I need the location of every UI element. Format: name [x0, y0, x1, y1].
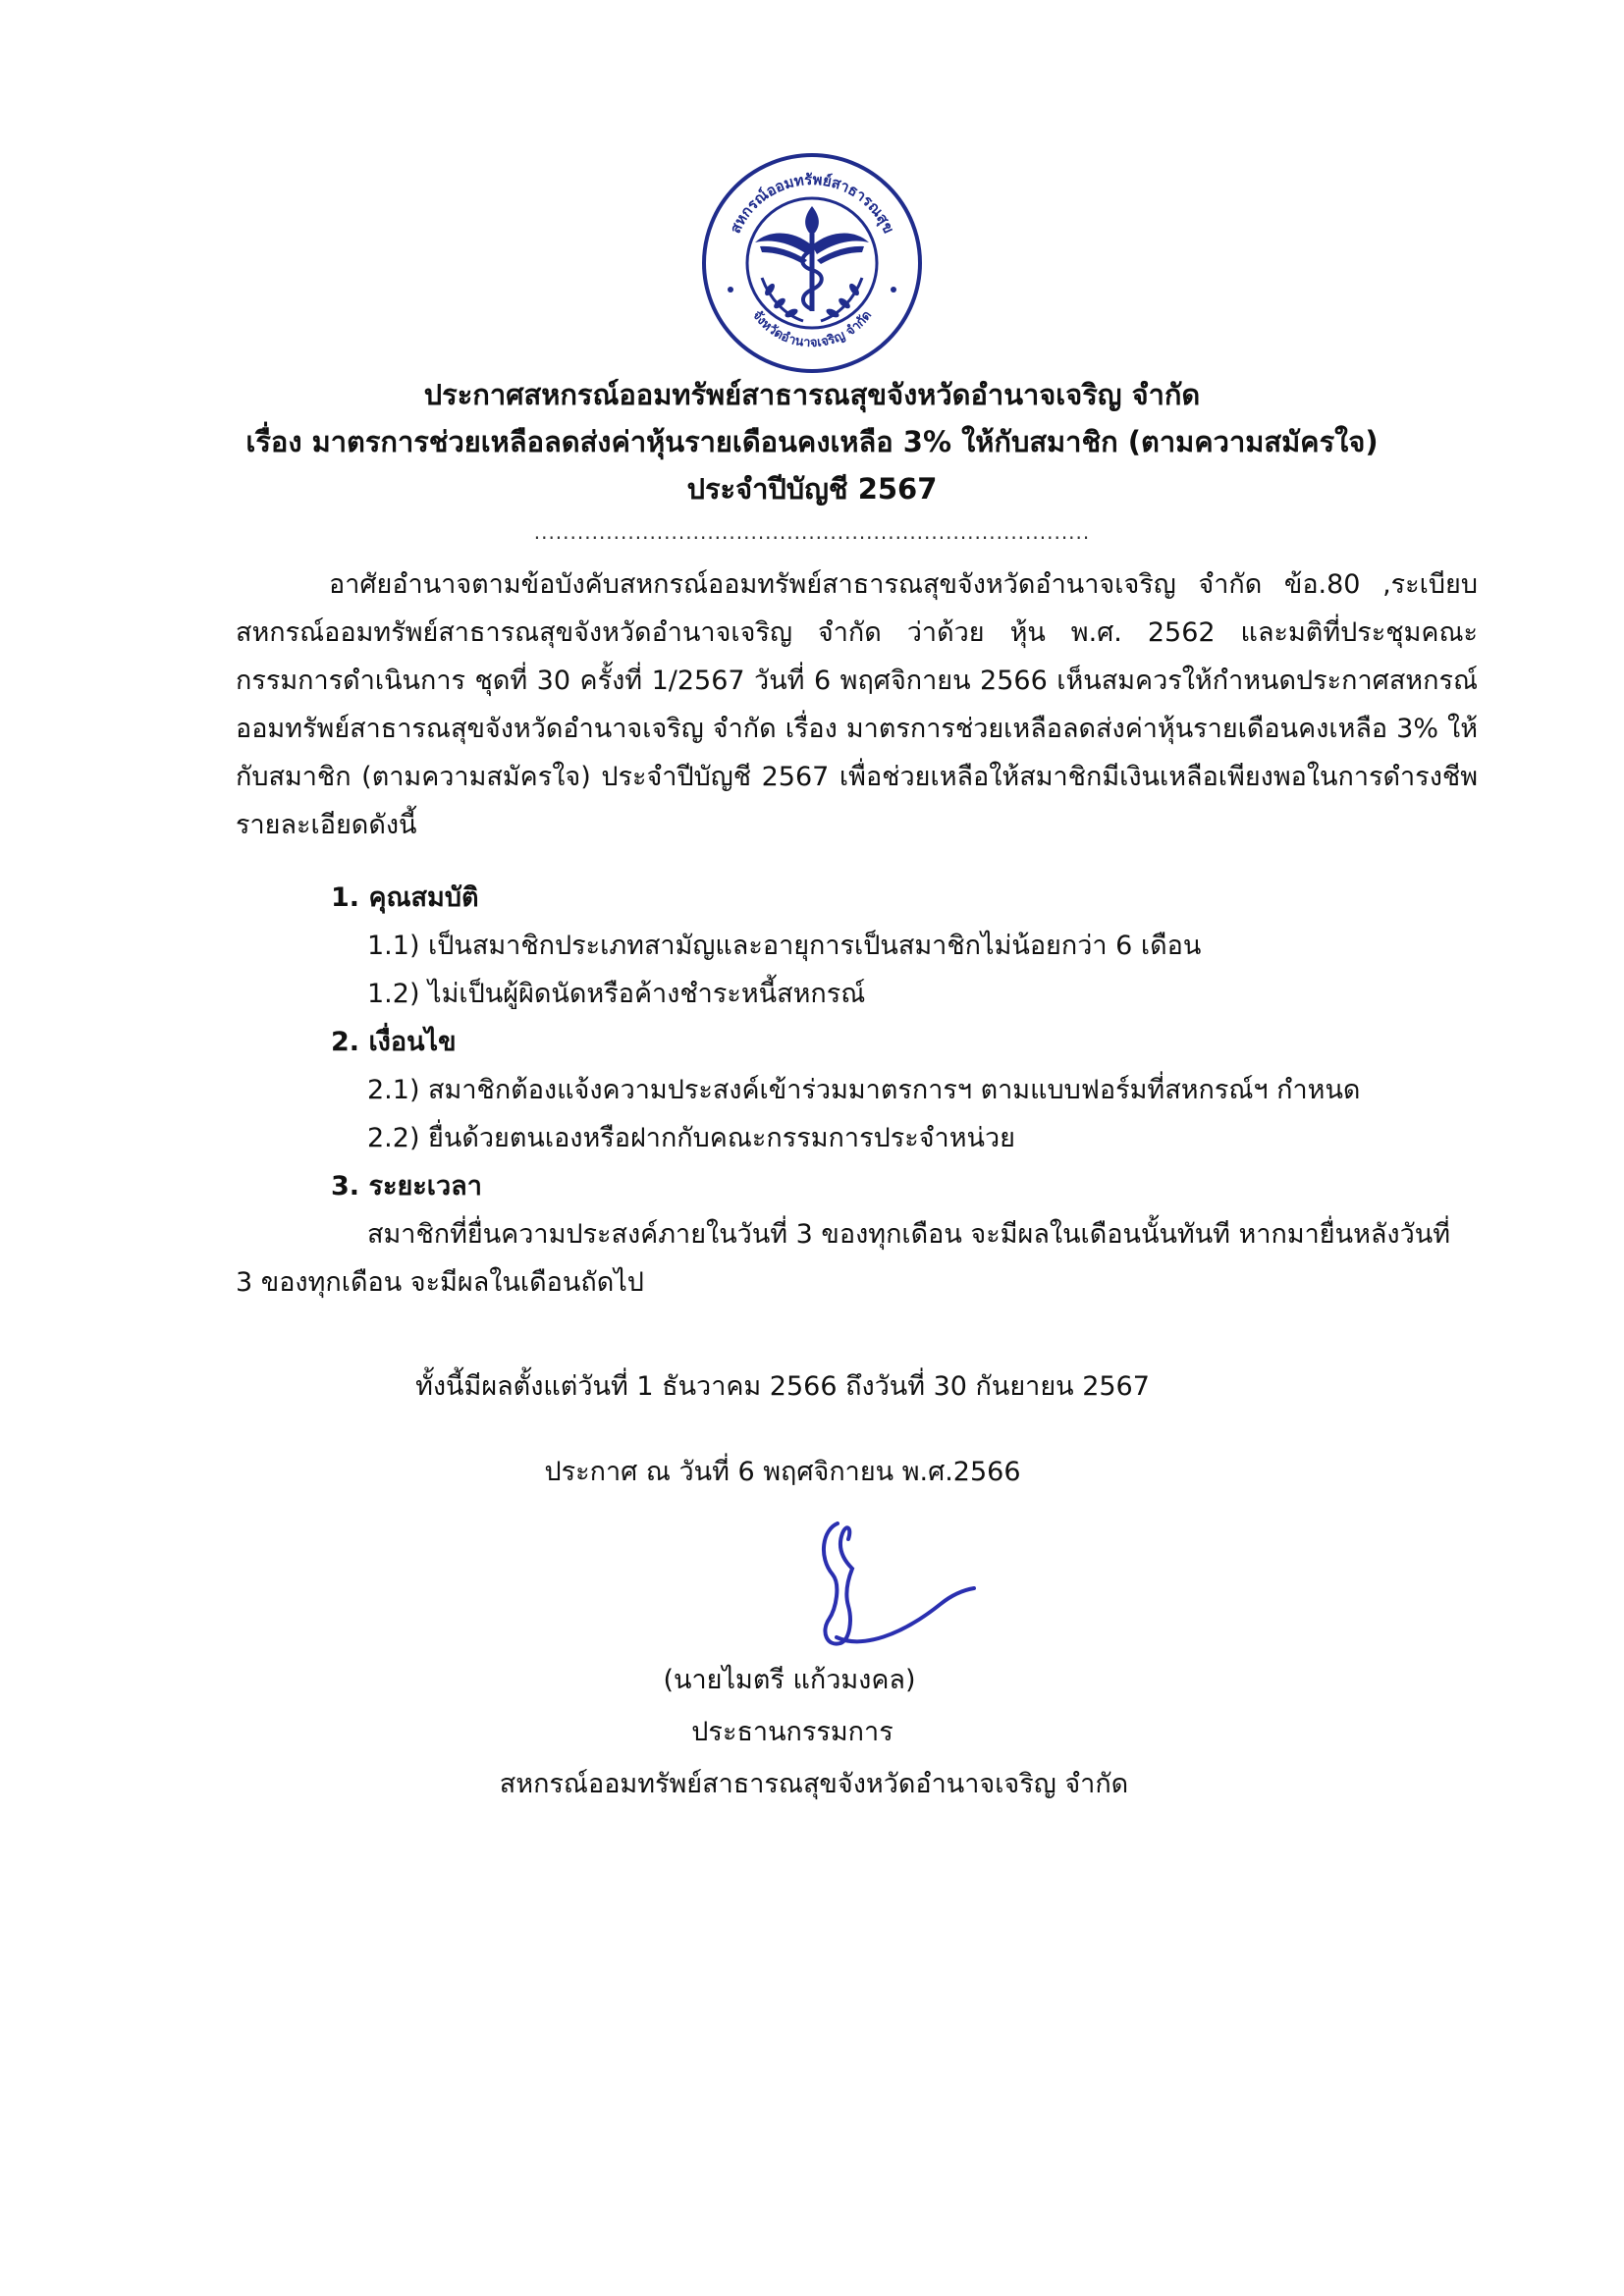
section-heading-qualifications: 1. คุณสมบัติ: [331, 882, 479, 913]
intro-text: อาศัยอำนาจตามข้อบังคับสหกรณ์ออมทรัพย์สาธารณสุขจังหวัดอำนาจเจริญ จำกัด ข้อ.80 ,ระเบียบสหกรณ์ออมทรัพย์สาธารณสุขจังหวัดอำนาจเจริญ จำกัด ว่าด้วย หุ้น พ.ศ. 2562 และมติที่ประชุมคณะกรรมการดำเนินการ ชุดที่ 30 ครั้งที่ 1/2567 วันที่ 6 พฤศจิกายน 2566 เห็นสมควรให้กำหนดประกาศสหกรณ์ออมทรัพย์สาธารณสุขจังหวัดอำนาจเจริญ จำกัด เรื่อง มาตรการช่วยเหลือลดส่งค่าหุ้นรายเดือนคงเหลือ 3% ให้กับสมาชิก (ตามความสมัครใจ) ประจำปีบัญชี 2567 เพื่อช่วยเหลือให้สมาชิกมีเงินเหลือเพียงพอในการดำรงชีพ รายละเอียดดังนี้: [236, 569, 1478, 840]
announcement-subject: เรื่อง มาตรการช่วยเหลือลดส่งค่าหุ้นรายเดือนคงเหลือ 3% ให้กับสมาชิก (ตามความสมัครใจ): [245, 425, 1379, 458]
announcement-date: ประกาศ ณ วันที่ 6 พฤศจิกายน พ.ศ.2566: [544, 1457, 1021, 1487]
section-item: 1.2) ไม่เป็นผู้ผิดนัดหรือค้างชำระหนี้สหกรณ์: [367, 979, 866, 1009]
announcement-title: ประกาศสหกรณ์ออมทรัพย์สาธารณสุขจังหวัดอำนาจเจริญ จำกัด: [423, 378, 1201, 411]
period-paragraph-line-1: สมาชิกที่ยื่นความประสงค์ภายในวันที่ 3 ของทุกเดือน จะมีผลในเดือนนั้นทันที หากมายื่นหลังวันที่: [367, 1219, 1451, 1250]
fiscal-year-line: ประจำปีบัญชี 2567: [686, 472, 938, 506]
signatory-organization: สหกรณ์ออมทรัพย์สาธารณสุขจังหวัดอำนาจเจริญ จำกัด: [499, 1769, 1129, 1799]
section-heading-conditions: 2. เงื่อนไข: [331, 1027, 457, 1057]
cooperative-seal-logo: [701, 152, 923, 374]
signatory-name: (นายไมตรี แก้วมงคล): [663, 1665, 916, 1695]
section-item: 1.1) เป็นสมาชิกประเภทสามัญและอายุการเป็นสมาชิกไม่น้อยกว่า 6 เดือน: [367, 931, 1202, 961]
logo-bottom-text: จังหวัดอำนาจเจริญ จำกัด: [748, 307, 876, 351]
section-heading-period: 3. ระยะเวลา: [331, 1171, 482, 1201]
section-item: 2.2) ยื่นด้วยตนเองหรือฝากกับคณะกรรมการประจำหน่วย: [367, 1123, 1015, 1153]
announcement-title-block: [157, 371, 1467, 512]
period-paragraph-line-2: 3 ของทุกเดือน จะมีผลในเดือนถัดไป: [236, 1267, 644, 1298]
divider-dots: .............................................................................: [533, 520, 1091, 544]
effective-period: ทั้งนี้มีผลตั้งแต่วันที่ 1 ธันวาคม 2566 ถึงวันที่ 30 กันยายน 2567: [415, 1371, 1150, 1402]
svg-text:จังหวัดอำนาจเจริญ จำกัด: [749, 308, 875, 350]
signature-image: [793, 1510, 980, 1667]
intro-paragraph: [236, 561, 1478, 849]
section-item: 2.1) สมาชิกต้องแจ้งความประสงค์เข้าร่วมมาตรการฯ ตามแบบฟอร์มที่สหกรณ์ฯ กำหนด: [367, 1075, 1361, 1105]
signatory-position: ประธานกรรมการ: [691, 1717, 893, 1747]
logo-top-text: สหกรณ์ออมทรัพย์สาธารณสุข: [726, 170, 898, 237]
